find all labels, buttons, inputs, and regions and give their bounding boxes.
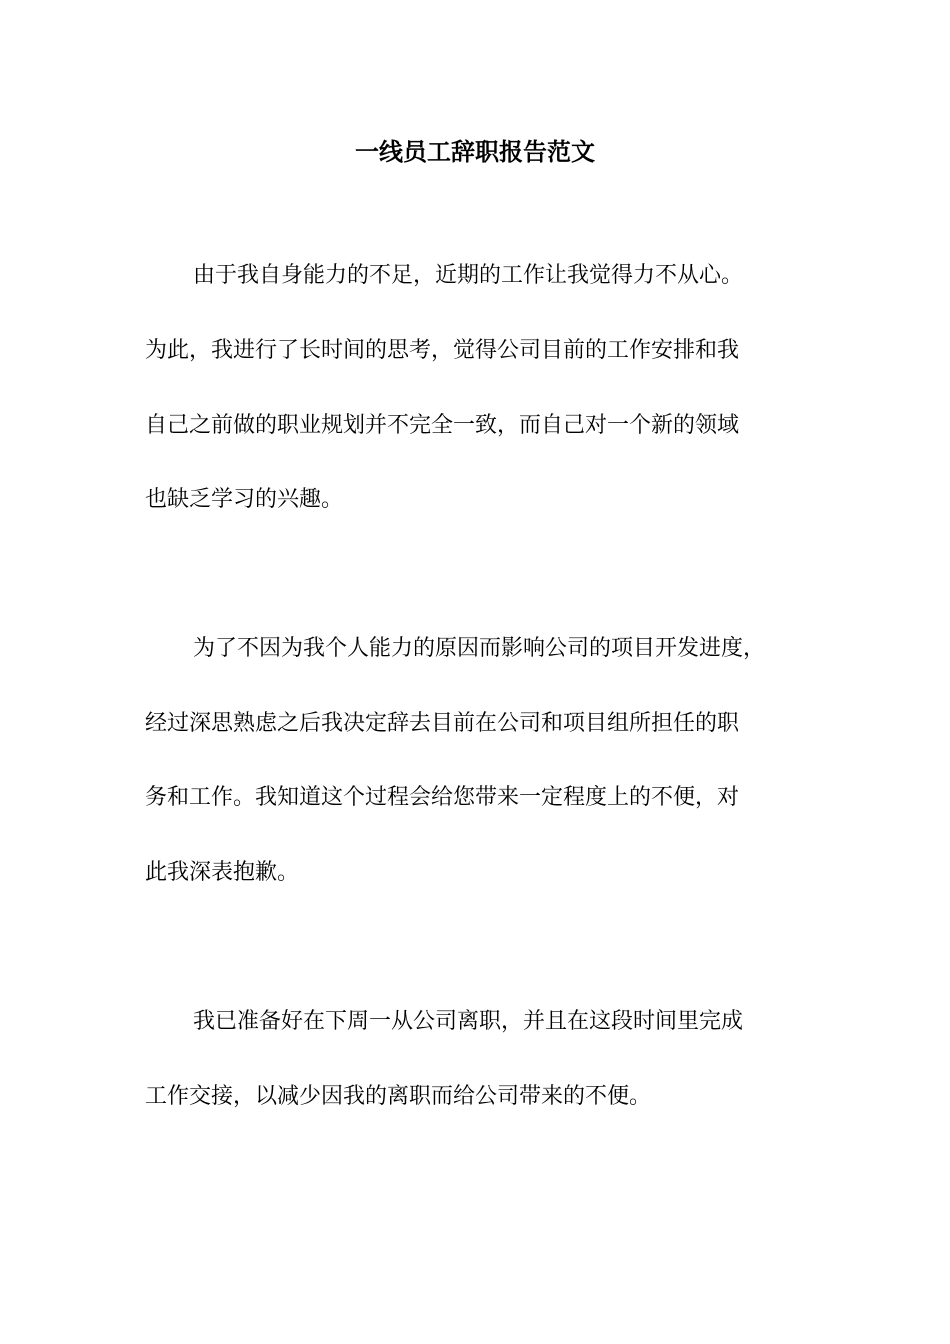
document-title: 一线员工辞职报告范文 [355,137,595,166]
paragraph-1-line-3: 自己之前做的职业规划并不完全一致，而自己对一个新的领域 [145,413,740,438]
paragraph-2-line-2: 经过深思熟虑之后我决定辞去目前在公司和项目组所担任的职 [145,711,740,736]
paragraph-2-line-3: 务和工作。我知道这个过程会给您带来一定程度上的不便，对 [145,785,740,810]
paragraph-3-line-2: 工作交接，以减少因我的离职而给公司带来的不便。 [145,1084,652,1109]
paragraph-1-line-1: 由于我自身能力的不足，近期的工作让我觉得力不从心。 [193,263,744,288]
paragraph-2-line-4: 此我深表抱歉。 [145,860,300,885]
paragraph-1-line-4: 也缺乏学习的兴趣。 [145,487,344,512]
paragraph-2-line-1: 为了不因为我个人能力的原因而影响公司的项目开发进度， [193,636,766,661]
paragraph-1-line-2: 为此，我进行了长时间的思考，觉得公司目前的工作安排和我 [145,338,740,363]
paragraph-3-line-1: 我已准备好在下周一从公司离职，并且在这段时间里完成 [193,1009,744,1034]
